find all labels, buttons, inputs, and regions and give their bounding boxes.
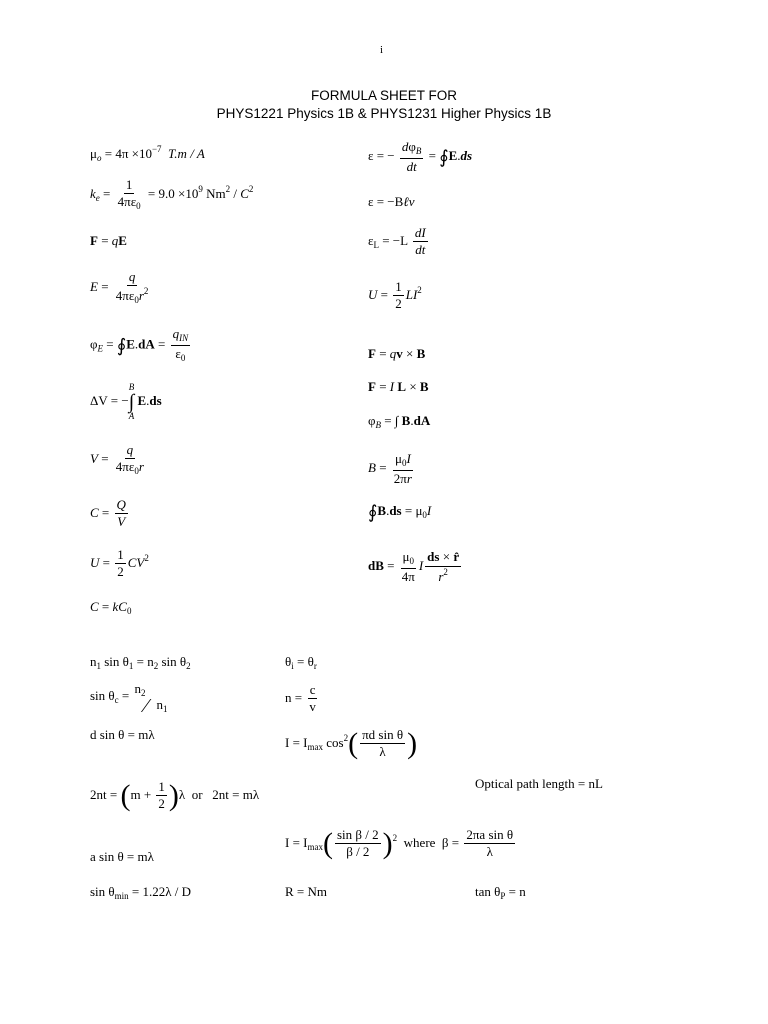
formula-rayleigh-criterion: $\sin \theta_{min} = 1.22\lambda / D$	[90, 884, 192, 901]
formula-magnetic-flux: $\varphi_B$ = ∫ B.dA	[368, 413, 431, 430]
formula-motional-emf: ε = −Bℓv	[368, 194, 415, 209]
formula-grating: d sin θ = mλ	[90, 727, 155, 742]
formula-point-field: E = $\frac{q}{4\pi\varepsilon_0r^2}$	[90, 269, 149, 306]
formula-single-slit-minima: a sin θ = mλ	[90, 849, 154, 864]
formula-capacitor-energy: U = $\frac{1}{2}$ $CV^2$	[90, 547, 149, 580]
formula-wire-field: B = $\frac{\mu_0I}{2\pi r}$	[368, 451, 412, 486]
formula-coulomb-constant: $k_e$ = $\frac{1}{4\pi\varepsilon_0}$ = $9.0 \times 10^9$ $Nm^2 / C^2$	[90, 177, 254, 212]
formula-optical-path-length: Optical path length = nL	[475, 776, 603, 791]
formula-snell-law: $n_1$ $\sin \theta_1 = n_2$ $\sin \theta_2$	[90, 654, 191, 671]
formula-permeability: $\mu_o = 4\pi \times 10^{-7}$ T.m / A	[90, 144, 205, 163]
formula-resolving-power: R = Nm	[285, 884, 328, 899]
formula-wire-force: F = I L × B	[368, 379, 429, 394]
title-line-2: PHYS1221 Physics 1B & PHYS1231 Higher Physics 1B	[216, 106, 552, 121]
formula-reflection: $\theta_i = \theta_r$	[285, 654, 317, 671]
formula-single-slit-intensity: $I = I_{max}$( $\frac{\text{sin β / 2}}{\beta / 2}$ )$^2$ where β = $\frac{\text{2πa sin θ}}{\lambda}$	[285, 826, 514, 860]
formula-lorentz-force: F = qv × B	[368, 346, 426, 361]
page-number: i	[380, 44, 384, 56]
formula-faraday-law: ε = − $\frac{d\varphi_B}{dt}$ = ∮E.ds	[368, 139, 473, 174]
formula-thin-film: 2nt = (m + $\frac{1}{2}$ )λ or 2nt = mλ	[90, 778, 260, 812]
formula-gauss-law: $\varphi_E$ = ∮E.dA = $\frac{q_{IN}}{\varepsilon_0}$	[90, 326, 189, 363]
formula-brewster-angle: $\tan \theta_P = n$	[475, 884, 526, 901]
formula-critical-angle: $\sin \theta_c$ = $n_2$ ⁄ $n_1$	[90, 681, 168, 717]
formula-point-potential: V = $\frac{q}{4\pi\varepsilon_0r}$	[90, 442, 144, 477]
title-line-1: FORMULA SHEET FOR	[310, 88, 458, 103]
formula-inductor-energy: U = $\frac{1}{2}$ $LI^2$	[368, 279, 422, 312]
formula-ampere-law: ∮B.ds = $\mu_0I$	[368, 502, 432, 522]
formula-potential-difference: ΔV = − B ∫ A E.ds	[90, 382, 162, 421]
formula-electric-force: F = qE	[90, 233, 127, 248]
formula-dielectric: $C = kC_0$	[90, 599, 132, 616]
formula-self-inductance: $\varepsilon_L = -L$ $\frac{dI}{dt}$	[368, 225, 426, 258]
formula-capacitance: C = $\frac{Q}{V}$	[90, 497, 126, 530]
formula-double-slit-intensity: $I = I_{max}$ $\cos^2$( $\frac{\text{πd sin θ}}{\lambda}$ )	[285, 726, 418, 760]
formula-refractive-index: n = $\frac{c}{v}$	[285, 682, 316, 715]
formula-biot-savart: dB = $\frac{\mu_0}{4\pi}$ I $\frac{ds \times r̂}{r^2}$	[368, 549, 460, 584]
